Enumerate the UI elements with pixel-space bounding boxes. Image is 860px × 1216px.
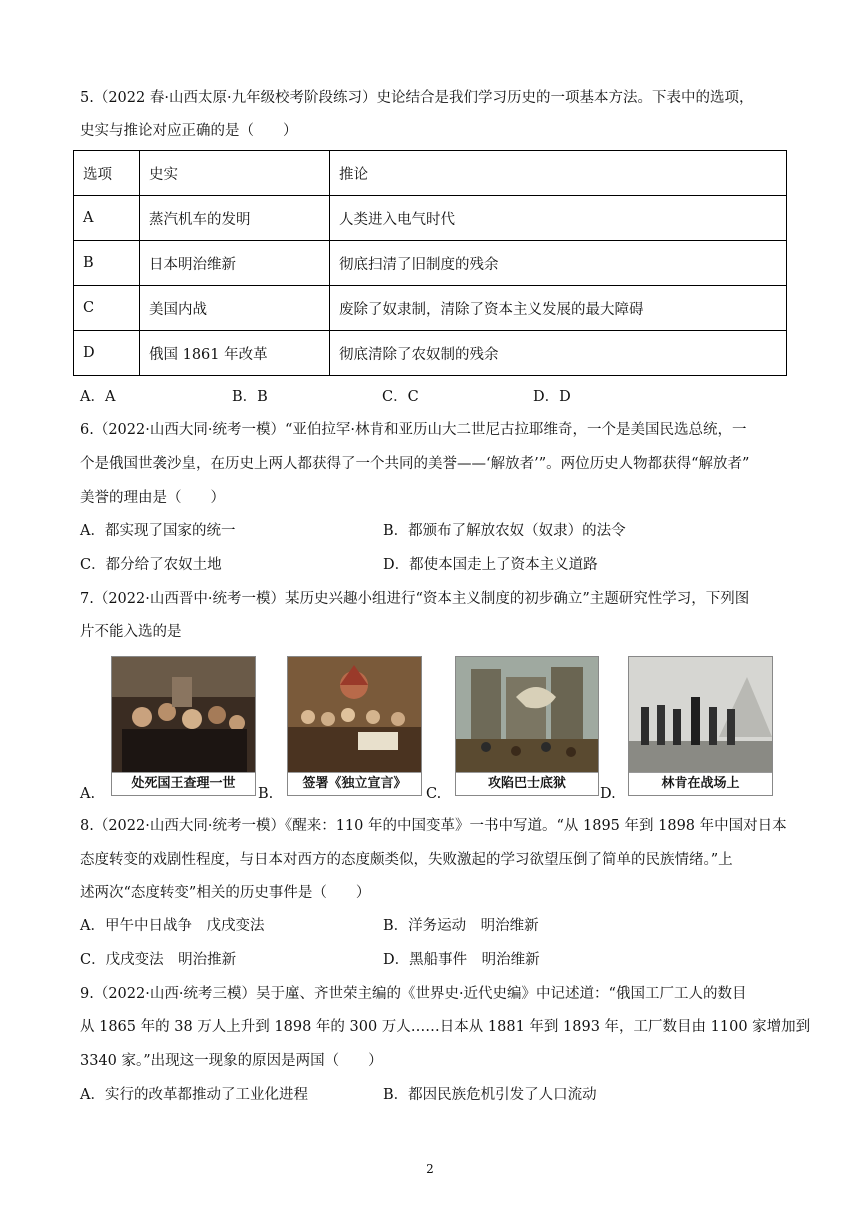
table-cell: A <box>74 196 140 241</box>
q8-option-d[interactable]: D．黑船事件 明治维新 <box>383 952 540 968</box>
q7-pic-c-label[interactable]: C. <box>426 786 442 802</box>
q6-option-a[interactable]: A．都实现了国家的统一 <box>80 523 236 539</box>
q9-option-b[interactable]: B．都因民族危机引发了人口流动 <box>383 1087 597 1103</box>
q8-stem-line3: 述两次“态度转变”相关的历史事件是（ ） <box>80 885 371 901</box>
q5-stem-line2: 史实与推论对应正确的是（ ） <box>80 123 298 139</box>
q5-option-d[interactable]: D．D <box>533 389 571 405</box>
q7-caption-a: 处死国王查理一世 <box>112 772 255 795</box>
table-cell: 日本明治维新 <box>140 241 330 286</box>
table-header-cell: 推论 <box>330 151 787 196</box>
table-cell: 蒸汽机车的发明 <box>140 196 330 241</box>
q5-option-c[interactable]: C．C <box>382 389 419 405</box>
page-number: 2 <box>426 1162 434 1176</box>
q8-stem-line2: 态度转变的戏剧性程度，与日本对西方的态度颇类似，失败激起的学习欲望压倒了简单的民族情绪。”上 <box>80 852 733 868</box>
table-row <box>74 196 787 241</box>
q9-stem-line1: 9.（2022·山西·统考三模）吴于廑、齐世荣主编的《世界史·近代史编》中记述道：“俄国工厂工人的数目 <box>80 986 747 1002</box>
q7-caption-c: 攻陷巴士底狱 <box>456 772 598 795</box>
q7-pic-a-label[interactable]: A. <box>80 786 96 802</box>
q7-picture-d[interactable] <box>628 656 773 796</box>
q6-stem-line1: 6.（2022·山西大同·统考一模）“亚伯拉罕·林肯和亚历山大二世尼古拉耶维奇，一个是美国民选总统，一 <box>80 422 747 438</box>
q7-stem-line1: 7.（2022·山西晋中·统考一模）某历史兴趣小组进行“资本主义制度的初步确立”主题研究性学习，下列图 <box>80 591 750 607</box>
q7-pic-b-label[interactable]: B. <box>258 786 274 802</box>
q7-caption-d: 林肯在战场上 <box>629 772 772 795</box>
table-header-cell: 史实 <box>140 151 330 196</box>
q7-picture-c[interactable] <box>455 656 599 796</box>
declaration-signing-image <box>288 657 421 773</box>
q9-stem-line3: 3340 家。”出现这一现象的原因是两国（ ） <box>80 1053 383 1069</box>
table-row <box>74 331 787 376</box>
table-row <box>74 241 787 286</box>
table-header-cell: 选项 <box>74 151 140 196</box>
q5-stem-line1: 5.（2022 春·山西太原·九年级校考阶段练习）史论结合是我们学习历史的一项基本方法。下表中的选项， <box>80 90 754 106</box>
table-row <box>74 286 787 331</box>
q6-stem-line2: 个是俄国世袭沙皇，在历史上两人都获得了一个共同的美誉——‘解放者’”。两位历史人物都获得“解放者” <box>80 456 750 472</box>
table-header-row <box>74 151 787 196</box>
q7-caption-b: 签署《独立宣言》 <box>288 772 421 795</box>
table-cell: D <box>74 331 140 376</box>
q7-picture-a[interactable] <box>111 656 256 796</box>
q6-option-c[interactable]: C．都分给了农奴土地 <box>80 557 222 573</box>
lincoln-battlefield-photo <box>629 657 772 773</box>
q8-option-b[interactable]: B．洋务运动 明治维新 <box>383 918 539 934</box>
q6-option-d[interactable]: D．都使本国走上了资本主义道路 <box>383 557 598 573</box>
q5-option-b[interactable]: B．B <box>232 389 268 405</box>
q6-option-b[interactable]: B．都颁布了解放农奴（奴隶）的法令 <box>383 523 626 539</box>
table-cell: C <box>74 286 140 331</box>
q6-stem-line3: 美誉的理由是（ ） <box>80 490 225 506</box>
table-cell: 彻底清除了农奴制的残余 <box>330 331 787 376</box>
q8-option-a[interactable]: A．甲午中日战争 戊戌变法 <box>80 918 265 934</box>
table-cell: B <box>74 241 140 286</box>
bastille-storming-image <box>456 657 598 773</box>
q9-stem-line2: 从 1865 年的 38 万人上升到 1898 年的 300 万人……日本从 1881 年到 1893 年，工厂数目由 1100 家增加到 <box>80 1019 811 1035</box>
table-cell: 人类进入电气时代 <box>330 196 787 241</box>
q5-option-a[interactable]: A．A <box>80 389 116 405</box>
table-cell: 废除了奴隶制，清除了资本主义发展的最大障碍 <box>330 286 787 331</box>
q7-picture-b[interactable] <box>287 656 422 796</box>
q8-stem-line1: 8.（2022·山西大同·统考一模）《醒来：110 年的中国变革》一书中写道。“从 1895 年到 1898 年中国对日本 <box>80 818 787 834</box>
q9-option-a[interactable]: A．实行的改革都推动了工业化进程 <box>80 1087 308 1103</box>
q5-table <box>73 150 787 376</box>
table-cell: 美国内战 <box>140 286 330 331</box>
execution-painting-image <box>112 657 255 773</box>
q8-option-c[interactable]: C．戊戌变法 明治推新 <box>80 952 237 968</box>
table-cell: 俄国 1861 年改革 <box>140 331 330 376</box>
table-cell: 彻底扫清了旧制度的残余 <box>330 241 787 286</box>
q7-pic-d-label[interactable]: D. <box>600 786 616 802</box>
q7-stem-line2: 片不能入选的是 <box>80 624 182 640</box>
